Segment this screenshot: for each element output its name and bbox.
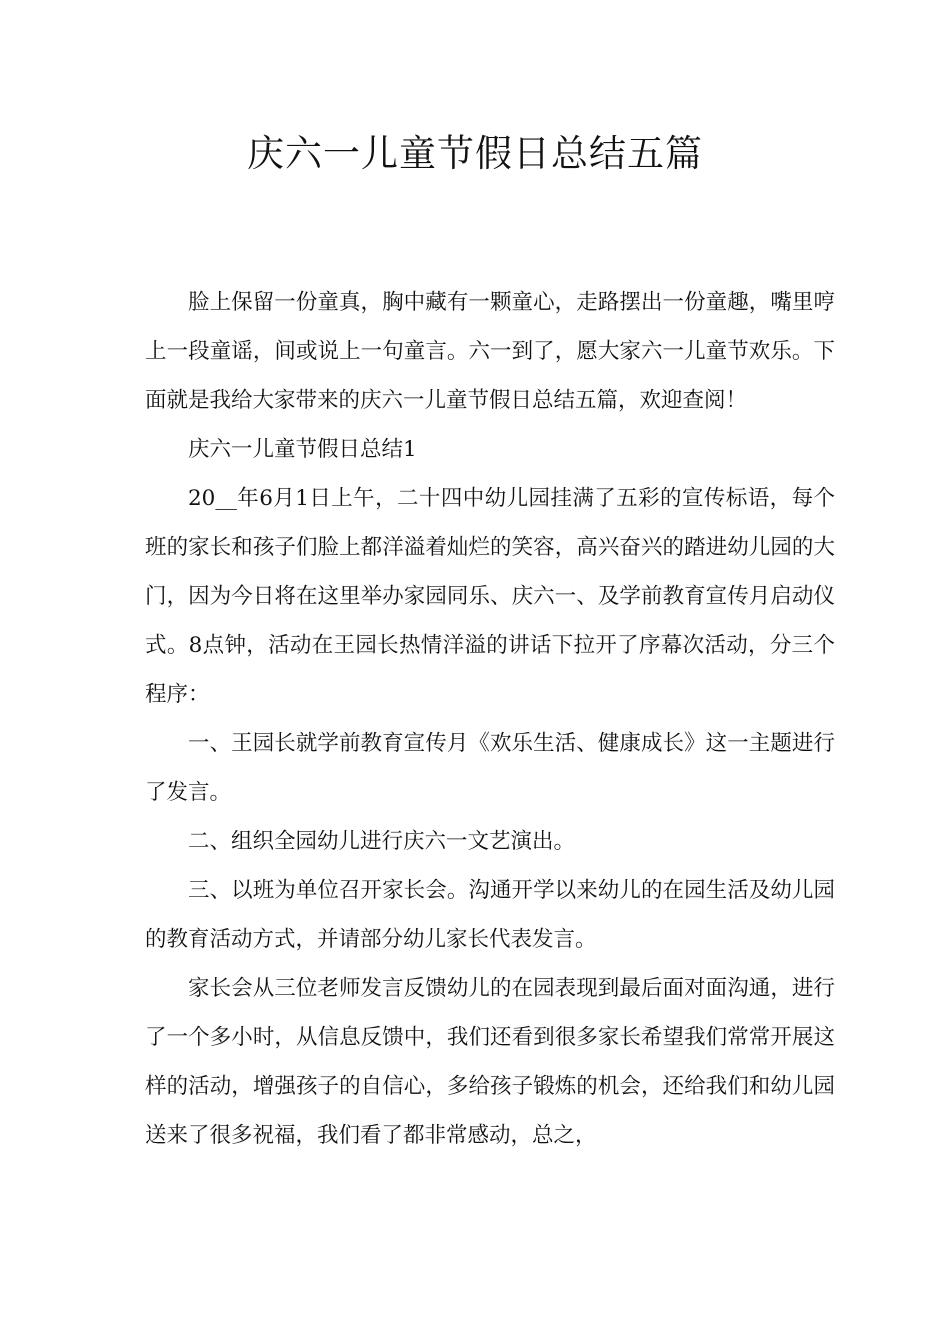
- body-paragraph: 20__年6月1日上午，二十四中幼儿园挂满了五彩的宣传标语，每个班的家长和孩子们脸上都洋溢着灿烂的笑容，高兴奋兴的踏进幼儿园的大门，因为今日将在这里举办家园同乐、庆六一、及学前教育宣传月启动仪式。8点钟，活动在王园长热情洋溢的讲话下拉开了序幕次活动，分三个程序：: [145, 486, 835, 707]
- list-item-one: 一、王园长就学前教育宣传月《欢乐生活、健康成长》这一主题进行了发言。: [145, 731, 835, 805]
- section-heading: 庆六一儿童节假日总结1: [188, 437, 417, 462]
- list-item-two: 二、组织全园幼儿进行庆六一文艺演出。: [188, 829, 576, 854]
- list-item-three: 三、以班为单位召开家长会。沟通开学以来幼儿的在园生活及幼儿园的教育活动方式，并请部分幼儿家长代表发言。: [145, 878, 835, 952]
- document-body: [145, 278, 835, 1160]
- body-paragraph: 家长会从三位老师发言反馈幼儿的在园表现到最后面对面沟通，进行了一个多小时，从信息反馈中，我们还看到很多家长希望我们常常开展这样的活动，增强孩子的自信心，多给孩子锻炼的机会，还给我们和幼儿园送来了很多祝福，我们看了都非常感动，总之，: [145, 976, 835, 1148]
- document-title: 庆六一儿童节假日总结五篇: [247, 132, 703, 175]
- intro-paragraph: 脸上保留一份童真，胸中藏有一颗童心，走路摆出一份童趣，嘴里哼上一段童谣，间或说上一句童言。六一到了，愿大家六一儿童节欢乐。下面就是我给大家带来的庆六一儿童节假日总结五篇，欢迎查阅！: [145, 290, 835, 413]
